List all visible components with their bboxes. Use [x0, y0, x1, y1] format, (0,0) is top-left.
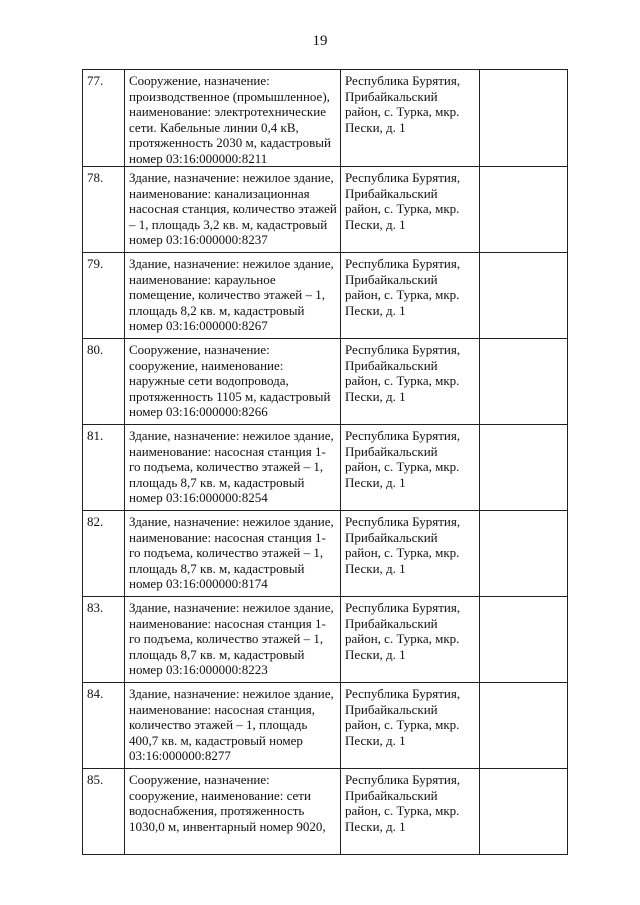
object-description: Здание, назначение: нежилое здание, наименование: насосная станция 1-го подъема, количество этажей – 1, площадь 8,7 кв. м, кадастровый номер 03:16:000000:8223 [125, 597, 341, 683]
table-row [83, 425, 568, 511]
object-address: Республика Бурятия, Прибайкальский район, с. Турка, мкр. Пески, д. 1 [341, 769, 480, 855]
object-address: Республика Бурятия, Прибайкальский район, с. Турка, мкр. Пески, д. 1 [341, 511, 480, 597]
object-description: Сооружение, назначение: производственное (промышленное), наименование: электротехнические сети. Кабельные линии 0,4 кВ, протяженность 2030 м, кадастровый номер 03:16:000000:8211 [125, 70, 341, 167]
empty-cell [480, 167, 568, 253]
object-address: Республика Бурятия, Прибайкальский район, с. Турка, мкр. Пески, д. 1 [341, 253, 480, 339]
object-address: Республика Бурятия, Прибайкальский район, с. Турка, мкр. Пески, д. 1 [341, 597, 480, 683]
row-number: 82. [83, 511, 125, 597]
row-number: 78. [83, 167, 125, 253]
empty-cell [480, 769, 568, 855]
property-registry-table [82, 69, 568, 855]
object-description: Здание, назначение: нежилое здание, наименование: насосная станция 1-го подъема, количество этажей – 1, площадь 8,7 кв. м, кадастровый номер 03:16:000000:8174 [125, 511, 341, 597]
row-number: 77. [83, 70, 125, 167]
object-address: Республика Бурятия, Прибайкальский район, с. Турка, мкр. Пески, д. 1 [341, 683, 480, 769]
table-row [83, 597, 568, 683]
object-address: Республика Бурятия, Прибайкальский район, с. Турка, мкр. Пески, д. 1 [341, 339, 480, 425]
object-address: Республика Бурятия, Прибайкальский район, с. Турка, мкр. Пески, д. 1 [341, 70, 480, 167]
table-row [83, 769, 568, 855]
table-row [83, 253, 568, 339]
page-number: 19 [312, 33, 328, 49]
row-number: 84. [83, 683, 125, 769]
empty-cell [480, 339, 568, 425]
empty-cell [480, 683, 568, 769]
table-row [83, 70, 568, 167]
object-description: Сооружение, назначение: сооружение, наименование: наружные сети водопровода, протяженность 1105 м, кадастровый номер 03:16:000000:8266 [125, 339, 341, 425]
object-description: Здание, назначение: нежилое здание, наименование: канализационная насосная станция, количество этажей – 1, площадь 3,2 кв. м, кадастровый номер 03:16:000000:8237 [125, 167, 341, 253]
table-row [83, 683, 568, 769]
empty-cell [480, 70, 568, 167]
row-number: 83. [83, 597, 125, 683]
object-address: Республика Бурятия, Прибайкальский район, с. Турка, мкр. Пески, д. 1 [341, 167, 480, 253]
table-row [83, 339, 568, 425]
empty-cell [480, 253, 568, 339]
row-number: 79. [83, 253, 125, 339]
table-row [83, 511, 568, 597]
object-description: Здание, назначение: нежилое здание, наименование: насосная станция 1-го подъема, количество этажей – 1, площадь 8,7 кв. м, кадастровый номер 03:16:000000:8254 [125, 425, 341, 511]
row-number: 81. [83, 425, 125, 511]
row-number: 85. [83, 769, 125, 855]
row-number: 80. [83, 339, 125, 425]
object-description: Сооружение, назначение: сооружение, наименование: сети водоснабжения, протяженность 1030,0 м, инвентарный номер 9020, [125, 769, 341, 855]
empty-cell [480, 597, 568, 683]
object-description: Здание, назначение: нежилое здание, наименование: караульное помещение, количество этажей – 1, площадь 8,2 кв. м, кадастровый номер 03:16:000000:8267 [125, 253, 341, 339]
object-description: Здание, назначение: нежилое здание, наименование: насосная станция, количество этажей – 1, площадь 400,7 кв. м, кадастровый номер 03:16:000000:8277 [125, 683, 341, 769]
object-address: Республика Бурятия, Прибайкальский район, с. Турка, мкр. Пески, д. 1 [341, 425, 480, 511]
empty-cell [480, 511, 568, 597]
table-row [83, 167, 568, 253]
empty-cell [480, 425, 568, 511]
